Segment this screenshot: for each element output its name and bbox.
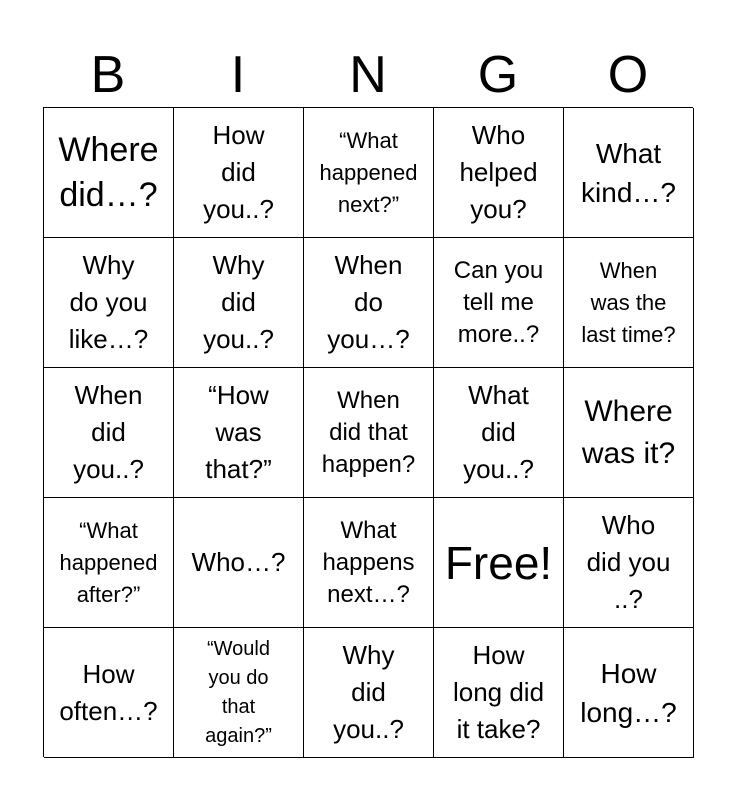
bingo-cell-r2-c5[interactable] (564, 238, 694, 368)
header-letter-b: B (90, 46, 126, 104)
cell-text: What did you..? (463, 380, 534, 484)
cell-text: “What happened next?” (319, 127, 418, 217)
bingo-cell-r4-c2[interactable] (174, 498, 304, 628)
bingo-cell-r2-c1[interactable] (44, 238, 174, 368)
bingo-cell-r2-c3[interactable] (304, 238, 434, 368)
bingo-cell-r5-c3[interactable] (304, 628, 434, 758)
cell-text: Why did you..? (333, 640, 404, 744)
cell-text: What kind…? (581, 137, 676, 208)
bingo-header (43, 42, 693, 108)
bingo-cell-r1-c3[interactable] (304, 108, 434, 238)
free-space-text: Free! (444, 536, 553, 589)
bingo-cell-r5-c2[interactable] (174, 628, 304, 758)
bingo-cell-r2-c2[interactable] (174, 238, 304, 368)
cell-text: When was the last time? (581, 257, 676, 347)
cell-text: Where was it? (581, 394, 676, 470)
cell-text: Can you tell me more..? (453, 256, 544, 348)
bingo-cell-r4-c5[interactable] (564, 498, 694, 628)
bingo-cell-r2-c4[interactable] (434, 238, 564, 368)
bingo-cell-r4-c3[interactable] (304, 498, 434, 628)
cell-text: Why do you like…? (68, 250, 149, 354)
header-letter-i: I (230, 46, 246, 104)
bingo-board (43, 107, 693, 757)
bingo-cell-r1-c4[interactable] (434, 108, 564, 238)
cell-text: “Would you do that again?” (205, 637, 272, 747)
bingo-cell-r1-c5[interactable] (564, 108, 694, 238)
bingo-cell-r4-c4[interactable] (434, 498, 564, 628)
bingo-cell-r5-c4[interactable] (434, 628, 564, 758)
cell-text: When did that happen? (321, 386, 416, 478)
bingo-cell-r5-c5[interactable] (564, 628, 694, 758)
cell-text: “What happened after?” (59, 517, 158, 607)
cell-text: Why did you..? (203, 250, 274, 354)
bingo-cell-r1-c2[interactable] (174, 108, 304, 238)
bingo-cell-r3-c3[interactable] (304, 368, 434, 498)
header-letter-n: N (349, 46, 387, 104)
bingo-cell-r3-c2[interactable] (174, 368, 304, 498)
bingo-cell-r4-c1[interactable] (44, 498, 174, 628)
bingo-cell-r3-c4[interactable] (434, 368, 564, 498)
bingo-cell-r5-c1[interactable] (44, 628, 174, 758)
cell-text: Where did…? (58, 130, 159, 214)
cell-text: Who…? (191, 547, 286, 577)
cell-text: How did you..? (203, 120, 274, 224)
header-letter-o: O (607, 46, 649, 104)
cell-text: When did you..? (73, 380, 144, 484)
cell-text: Who did you ..? (586, 510, 671, 614)
bingo-cell-r1-c1[interactable] (44, 108, 174, 238)
cell-text: “How was that?” (205, 380, 272, 484)
header-letter-g: G (477, 46, 519, 104)
cell-text: What happens next…? (322, 516, 415, 608)
cell-text: Who helped you? (459, 120, 538, 224)
cell-text: When do you…? (327, 250, 410, 354)
cell-text: How long did it take? (452, 640, 545, 744)
bingo-cell-r3-c5[interactable] (564, 368, 694, 498)
cell-text: How long…? (580, 657, 677, 728)
cell-text: How often…? (59, 658, 158, 726)
bingo-cell-r3-c1[interactable] (44, 368, 174, 498)
